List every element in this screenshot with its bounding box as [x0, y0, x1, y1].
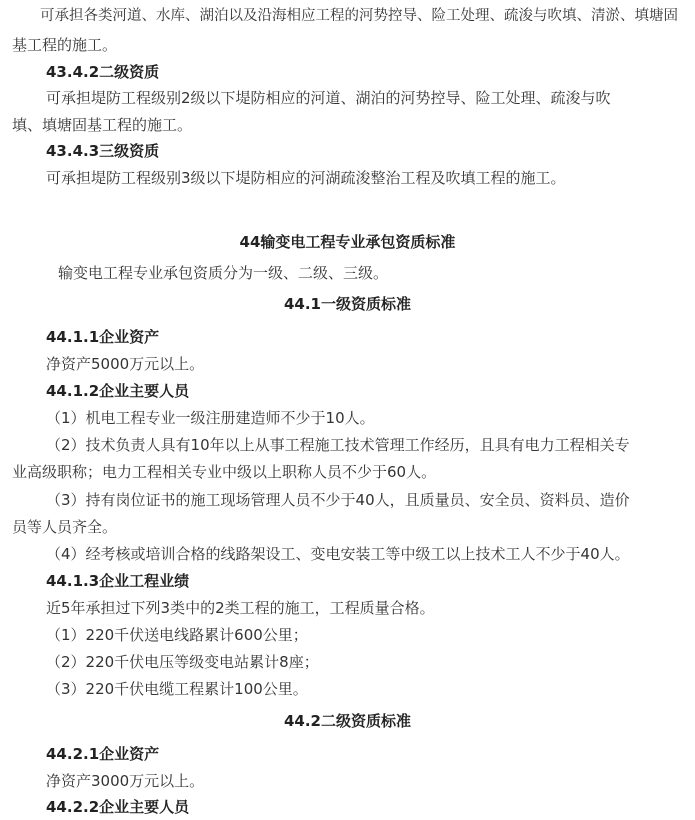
subsection-heading: 44.1.1企业资产: [46, 328, 160, 346]
chapter-title: 44输变电工程专业承包资质标准: [239, 233, 456, 251]
body-text-line: 近5年承担过下列3类中的2类工程的施工，工程质量合格。: [46, 599, 435, 617]
subsection-heading: 44.2.2企业主要人员: [46, 798, 190, 816]
list-item: （2）220千伏电压等级变电站累计8座；: [46, 653, 319, 671]
body-text-line: 员等人员齐全。: [12, 518, 118, 536]
section-heading: 44.2二级资质标准: [283, 712, 411, 730]
subsection-heading: 44.1.3企业工程业绩: [46, 572, 190, 590]
list-item: （4）经考核或培训合格的线路架设工、变电安装工等中级工以上技术工人不少于40人。: [46, 545, 630, 563]
body-text-line: 可承担各类河道、水库、湖泊以及沿海相应工程的河势控导、险工处理、疏浚与吹填、清淤、填塘固: [40, 8, 678, 24]
list-item: （3）220千伏电缆工程累计100公里。: [46, 680, 308, 698]
body-text-line: 净资产5000万元以上。: [46, 355, 205, 373]
list-item: （1）220千伏送电线路累计600公里；: [46, 626, 308, 644]
list-item: （3）持有岗位证书的施工现场管理人员不少于40人，且质量员、安全员、资料员、造价: [46, 491, 630, 509]
subsection-heading: 44.1.2企业主要人员: [46, 382, 190, 400]
section-heading: 43.4.3三级资质: [46, 142, 160, 160]
body-text-line: 基工程的施工。: [12, 36, 118, 54]
section-heading: 43.4.2二级资质: [46, 63, 160, 81]
list-item: （1）机电工程专业一级注册建造师不少于10人。: [46, 409, 375, 427]
body-text-line: 可承担堤防工程级别3级以下堤防相应的河湖疏浚整治工程及吹填工程的施工。: [46, 169, 566, 187]
body-text-line: 填、填塘固基工程的施工。: [12, 116, 193, 134]
list-item: （2）技术负责人具有10年以上从事工程施工技术管理工作经历，且具有电力工程相关专: [46, 436, 630, 454]
subsection-heading: 44.2.1企业资产: [46, 745, 160, 763]
section-heading: 44.1一级资质标准: [283, 295, 411, 313]
body-text-line: 输变电工程专业承包资质分为一级、二级、三级。: [58, 264, 389, 282]
body-text-line: 净资产3000万元以上。: [46, 772, 205, 790]
body-text-line: 可承担堤防工程级别2级以下堤防相应的河道、湖泊的河势控导、险工处理、疏浚与吹: [46, 89, 611, 107]
body-text-line: 业高级职称；电力工程相关专业中级以上职称人员不少于60人。: [12, 463, 437, 481]
